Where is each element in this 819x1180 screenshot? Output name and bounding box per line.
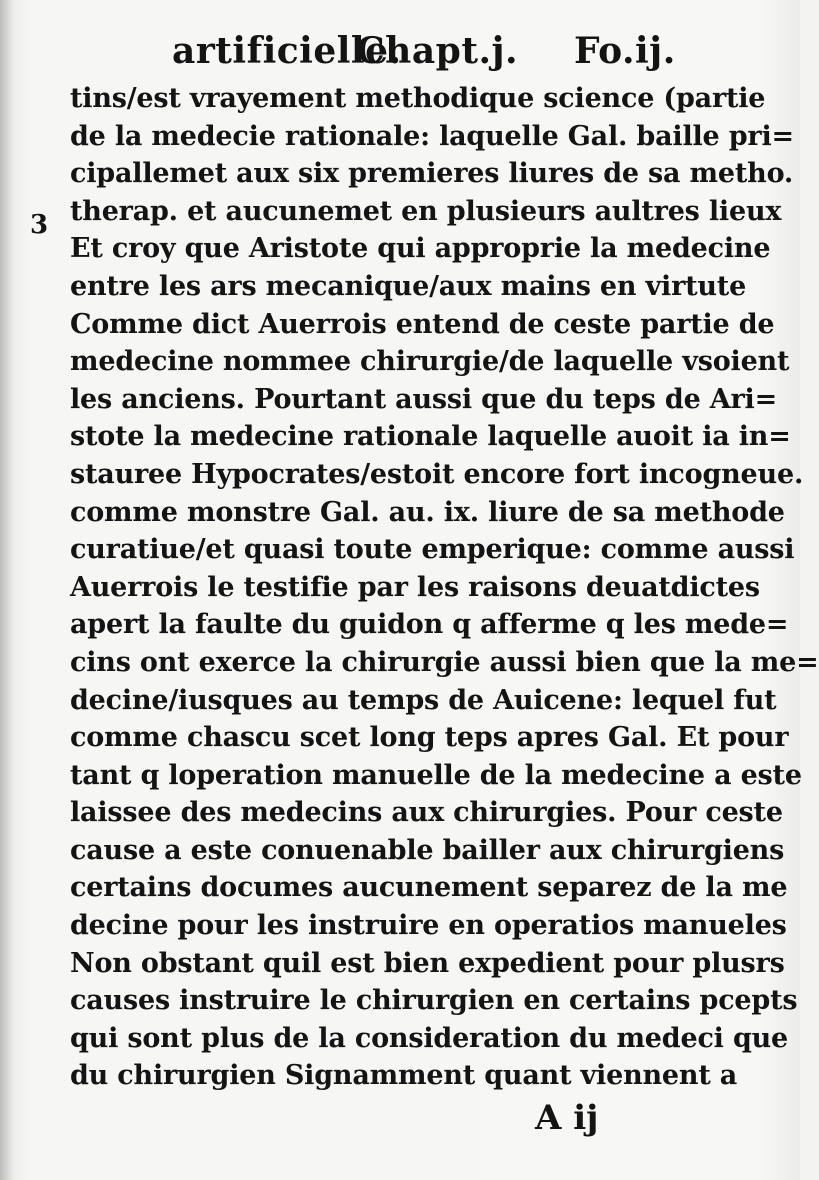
text-line: decine pour les instruire en operatios manueles xyxy=(70,910,787,942)
text-line: tins/est vrayement methodique science (partie xyxy=(70,83,766,114)
text-line: de la medecie rationale: laquelle Gal. baille pri= xyxy=(70,120,794,152)
text-line: laissee des medecins aux chirurgies. Pour ceste xyxy=(70,797,783,829)
text-line: stauree Hypocrates/estoit encore fort incogneue. xyxy=(70,458,804,490)
folio-number: Fo.ij. xyxy=(574,30,676,72)
text-line: medecine nommee chirurgie/de laquelle vsoient xyxy=(70,346,790,378)
text-line: causes instruire le chirurgien en certains pcepts xyxy=(70,985,798,1017)
text-line: Auerrois le testifie par les raisons deuatdictes xyxy=(70,571,760,603)
text-line: Et croy que Aristote qui approprie la medecine xyxy=(70,233,771,265)
text-line: comme chascu scet long teps apres Gal. Et pour xyxy=(70,722,789,754)
text-line: curatiue/et quasi toute emperique: comme aussi xyxy=(70,534,795,566)
text-line: comme monstre Gal. au. ix. liure de sa methode xyxy=(70,496,785,528)
running-title: artificielle. xyxy=(172,30,402,72)
text-line: les anciens. Pourtant aussi que du teps de Ari= xyxy=(70,383,777,415)
text-line: stote la medecine rationale laquelle auoit ia in= xyxy=(70,421,791,453)
text-line: Comme dict Auerrois entend de ceste partie de xyxy=(70,308,775,340)
chapter-number: Chapt.j. xyxy=(356,30,519,72)
text-line: Non obstant quil est bien expedient pour plusrs xyxy=(70,947,785,979)
marginal-note: 3 xyxy=(30,210,49,240)
text-line: therap. et aucunemet en plusieurs aultres lieux xyxy=(70,195,782,227)
text-line: du chirurgien Signamment quant viennent a xyxy=(70,1060,738,1092)
text-line: entre les ars mecanique/aux mains en virtute xyxy=(70,270,747,302)
text-line: apert la faulte du guidon q afferme q les mede= xyxy=(70,609,789,641)
text-line: certains documes aucunement separez de la me xyxy=(70,872,788,904)
text-line: decine/iusques au temps de Auicene: lequel fut xyxy=(70,684,777,716)
text-line: qui sont plus de la consideration du medeci que xyxy=(70,1022,789,1054)
text-block xyxy=(70,80,819,1095)
text-line: cause a este conuenable bailler aux chirurgiens xyxy=(70,834,785,866)
binding-gutter-shadow xyxy=(0,0,14,1180)
signature-mark: A ij xyxy=(535,1098,599,1138)
text-line: cipallemet aux six premieres liures de sa metho. xyxy=(70,158,794,190)
text-line: cins ont exerce la chirurgie aussi bien que la me= xyxy=(70,646,819,678)
text-line: tant q loperation manuelle de la medecine a este xyxy=(70,759,802,791)
running-header xyxy=(172,26,692,82)
